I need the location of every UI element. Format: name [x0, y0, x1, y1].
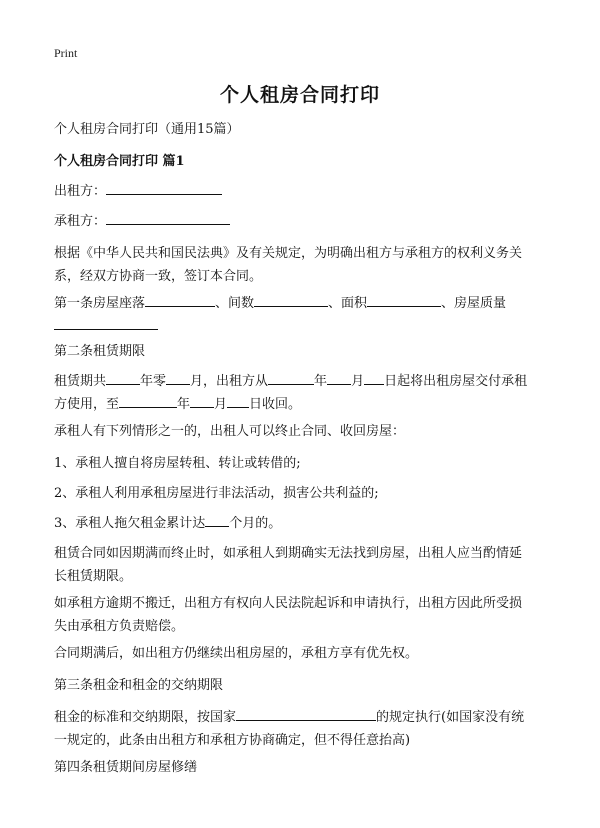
- lease-term-text: 月: [214, 397, 228, 412]
- lessor-blank: [106, 180, 222, 195]
- lessor-label: 出租方：: [54, 184, 107, 199]
- lease-term-text: 年: [314, 374, 328, 389]
- renewal-paragraph: [54, 542, 554, 588]
- lessee-label: 承租方：: [54, 214, 107, 229]
- article1-rooms-label: 、间数: [215, 296, 255, 311]
- renewal-line-1: 租赁合同如因期满而终止时，如承租人到期确实无法找到房屋，出租人应当酌情延: [54, 546, 523, 561]
- lessor-line: [54, 180, 554, 203]
- lease-term-text: 月: [351, 374, 365, 389]
- end-month-blank: [190, 393, 214, 408]
- lessee-blank: [106, 210, 230, 225]
- regulation-blank: [236, 706, 376, 721]
- rent-text: 租金的标准和交纳期限，按国家: [54, 710, 237, 725]
- start-year-blank: [268, 370, 314, 385]
- article1-line-1: [54, 292, 554, 315]
- section-heading: 个人租房合同打印 篇1: [54, 154, 185, 169]
- overdue-line-2: 失由承租方负责赔偿。: [54, 619, 185, 634]
- lease-term-text: 年零: [140, 374, 167, 389]
- rooms-blank: [254, 292, 328, 307]
- article1-location-label: 第一条房屋座落: [54, 296, 146, 311]
- lease-term-line-1: [54, 370, 554, 393]
- article1-paragraph: [54, 292, 554, 330]
- overdue-paragraph: [54, 592, 554, 638]
- lease-term-text: 日收回。: [249, 397, 302, 412]
- priority-paragraph: 合同期满后，如出租方仍继续出租房屋的，承租方享有优先权。: [54, 646, 419, 661]
- years-blank: [106, 370, 140, 385]
- rent-text-end: 的规定执行(如国家没有统: [376, 710, 525, 725]
- end-day-blank: [227, 393, 249, 408]
- start-day-blank: [364, 370, 384, 385]
- lease-term-text: 月，出租方从: [190, 374, 269, 389]
- arrears-months-blank: [205, 512, 229, 527]
- months-blank: [166, 370, 190, 385]
- clause-3: [54, 512, 554, 535]
- article1-quality-label: 、房屋质量: [441, 296, 507, 311]
- location-blank: [145, 292, 215, 307]
- clause-1: 1、承租人擅自将房屋转租、转让或转借的;: [54, 456, 301, 471]
- article2-title: 第二条租赁期限: [54, 344, 146, 359]
- renewal-line-2: 长租赁期限。: [54, 569, 133, 584]
- rent-paragraph: [54, 706, 554, 752]
- lease-term-text: 年: [177, 397, 191, 412]
- area-blank: [367, 292, 441, 307]
- lease-term-paragraph: [54, 370, 554, 416]
- lessee-line: [54, 210, 554, 233]
- termination-intro: 承租人有下列情形之一的，出租人可以终止合同、收回房屋：: [54, 424, 406, 439]
- print-link[interactable]: Print: [54, 46, 78, 60]
- article3-title: 第三条租金和租金的交纳期限: [54, 678, 224, 693]
- document-title: 个人租房合同打印: [219, 84, 380, 106]
- rent-line-2: 一规定的，此条由出租方和承租方协商确定，但不得任意抬高): [54, 733, 411, 748]
- intro-line-2: 系，经双方协商一致，签订本合同。: [54, 269, 263, 284]
- start-month-blank: [327, 370, 351, 385]
- quality-blank: [54, 315, 158, 330]
- lease-term-text: 日起将出租房屋交付承租: [384, 374, 528, 389]
- document-subtitle: 个人租房合同打印（通用15篇）: [54, 122, 240, 137]
- lease-term-line-2: [54, 393, 554, 416]
- lease-term-text: 方使用，至: [54, 397, 120, 412]
- clause-2: 2、承租人利用承租房屋进行非法活动，损害公共利益的;: [54, 486, 379, 501]
- clause-3-text-end: 个月的。: [229, 516, 282, 531]
- intro-line-1: 根据《中华人民共和国民法典》及有关规定，为明确出租方与承租方的权利义务关: [54, 246, 523, 261]
- intro-paragraph: [54, 242, 554, 288]
- clause-3-text: 3、承租人拖欠租金累计达: [54, 516, 206, 531]
- rent-line-1: [54, 706, 554, 729]
- article4-title: 第四条租赁期间房屋修缮: [54, 760, 198, 775]
- article1-area-label: 、面积: [328, 296, 368, 311]
- lease-term-text: 租赁期共: [54, 374, 107, 389]
- overdue-line-1: 如承租方逾期不搬迁，出租方有权向人民法院起诉和申请执行，出租方因此所受损: [54, 596, 523, 611]
- end-year-blank: [119, 393, 177, 408]
